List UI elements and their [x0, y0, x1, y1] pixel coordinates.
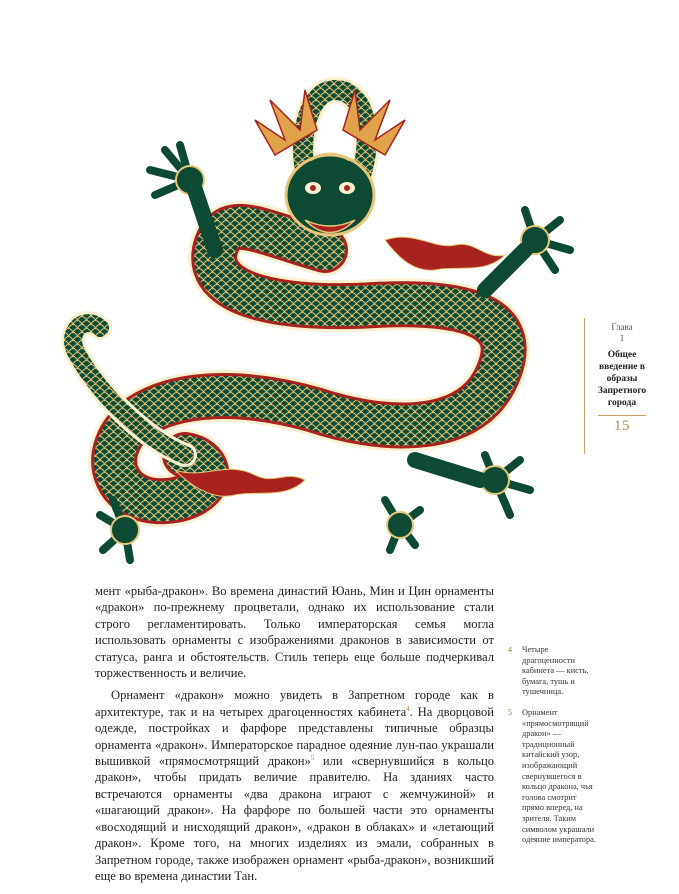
side-note: [508, 645, 598, 698]
chapter-bracket: [584, 318, 589, 454]
footnote-ref-4[interactable]: 4: [406, 704, 410, 713]
side-note-text: Четыре драгоценности кабинета — кисть, бумага, тушь и тушечница.: [522, 645, 589, 697]
page-number: 15: [614, 418, 630, 434]
chapter-divider: [598, 415, 646, 416]
side-note-text: Орнамент «прямосмотрящий дракон» — традиционный китайский узор, изображающий свернувшегося в кольцо дракона, чья голова смотрит прямо вперед, на зрителя. Таким символом украшали одеяние императора.: [522, 707, 596, 845]
paragraph-2-part-a: Орнамент «дракон» можно увидеть в Запретном городе как в архитектуре, так и на четырех драгоценностях кабинета: [95, 688, 494, 719]
paragraph-2: [95, 687, 494, 884]
chapter-label: Глава: [611, 322, 633, 332]
chapter-tab: [584, 318, 656, 454]
claw-bottom-right: [415, 455, 530, 515]
chinese-dragon-illustration: [55, 60, 595, 570]
claw-bottom-center: [385, 500, 420, 550]
chapter-title: Общее введение в образы Запретного города: [597, 350, 647, 408]
side-notes: [508, 645, 598, 856]
footnote-ref-5[interactable]: 5: [310, 753, 315, 762]
side-note: [508, 708, 598, 846]
paragraph-2-part-c: или «свернувшийся в кольцо дракон», чтобы придать величие правителю. На зданиях часто встречаются орнаменты «два дракона играют с жемчужиной» и «шагающий дракон». На фарфоре по большей части это орнаменты «восходящий и нисходящий дракон», «дракон в облаках» и «летающий дракон». Кроме того, на многих изделиях из эмали, собранных в Запретном городе, также изображен орнамент «рыба-дракон», возникший еще во времена династии Тан.: [95, 754, 494, 883]
paragraph-1: мент «рыба-дракон». Во времена династий Юань, Мин и Цин орнаменты «дракон» по-прежнему процветали, однако их использование стали строго регламентировать. Только императорская семья могла использовать орнаменты с изображениями драконов в зависимости от статуса, ранга и обстоятельств. Стиль теперь еще больше подчеркивал торжественность и величие.: [95, 584, 494, 681]
paragraph-2-part-b: . На дворцовой одежде, постройках и фарфоре представлены типичные образцы орнамента «дракон». Императорское парадное одеяние лун-пао украшали вышивкой «прямосмотрящий дракон»: [95, 704, 494, 769]
claw-top-right: [485, 210, 570, 290]
claw-top-left: [150, 145, 215, 250]
side-note-number: 4: [508, 645, 512, 654]
body-text: [95, 583, 494, 884]
chapter-number: 1: [619, 333, 625, 343]
side-note-number: 5: [508, 707, 512, 717]
